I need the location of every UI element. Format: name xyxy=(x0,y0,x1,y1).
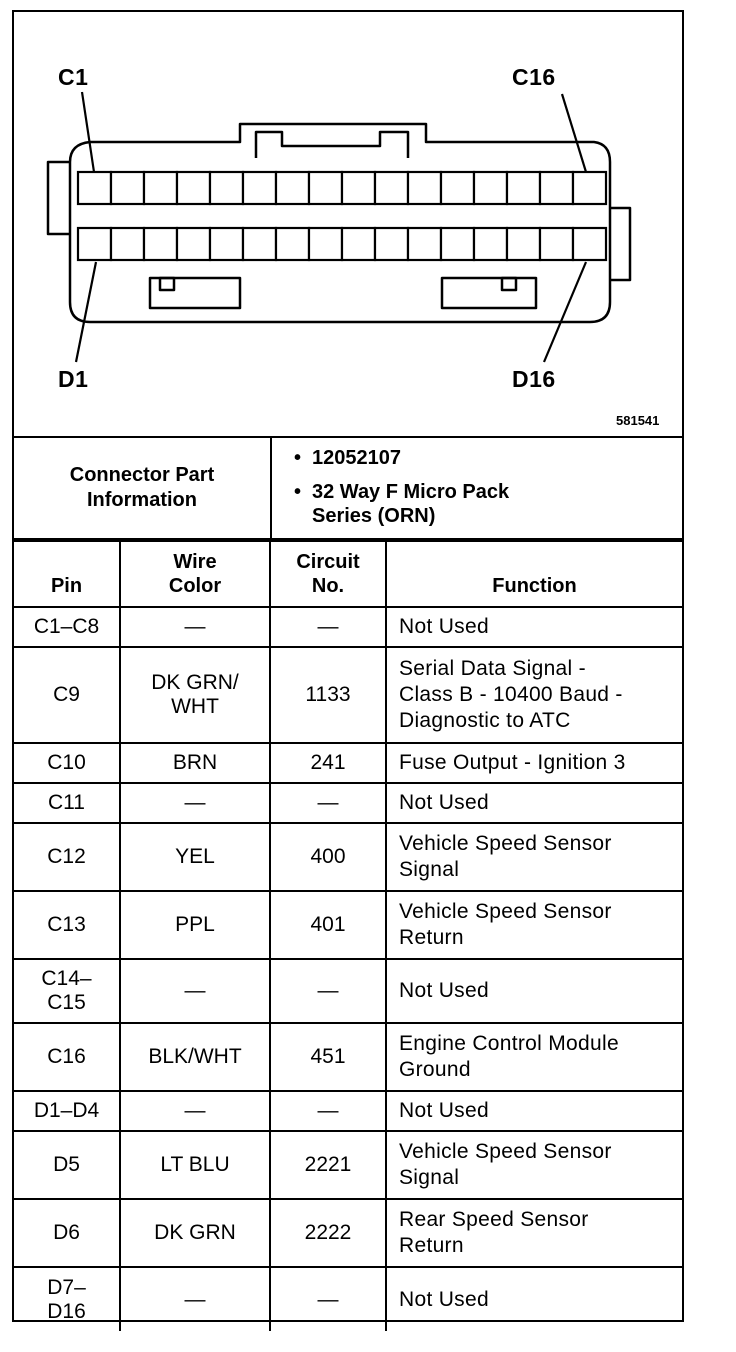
table-row xyxy=(14,1023,682,1091)
table-row xyxy=(14,783,682,823)
pin-cavity-d6 xyxy=(243,228,276,260)
pin-cell xyxy=(14,1199,120,1267)
connector-diagram xyxy=(14,12,682,438)
bottom-key-right xyxy=(442,278,536,308)
function-cell-line: Vehicle Speed Sensor xyxy=(399,900,612,923)
pin-cavity-c6 xyxy=(243,172,276,204)
wire-color-cell-line: LT BLU xyxy=(160,1153,230,1176)
table-row xyxy=(14,1091,682,1131)
part-number-item xyxy=(294,446,401,470)
function-cell-line: Class B - 10400 Baud - xyxy=(399,683,623,706)
pin-cell-line: C10 xyxy=(47,751,86,774)
function-cell-line: Not Used xyxy=(399,979,489,1002)
function-cell xyxy=(386,647,682,743)
pin-cell-line: C14– xyxy=(41,967,92,990)
pin-cavity-d2 xyxy=(111,228,144,260)
bullet-dot: • xyxy=(294,447,302,469)
connector-info-label xyxy=(14,438,272,538)
circuit-cell-line: 400 xyxy=(310,845,346,868)
wire-color-cell-line: BLK/WHT xyxy=(148,1045,242,1068)
wire-color-cell xyxy=(120,1131,270,1199)
pin-cavity-c1 xyxy=(78,172,111,204)
pin-cavity-d13 xyxy=(474,228,507,260)
pin-cell xyxy=(14,1267,120,1331)
pin-cell xyxy=(14,891,120,959)
connector-part-info xyxy=(14,438,682,540)
pin-cavity-d15 xyxy=(540,228,573,260)
function-cell-line: Not Used xyxy=(399,791,489,814)
circuit-cell-line: — xyxy=(317,791,339,814)
table-row xyxy=(14,823,682,891)
circuit-cell xyxy=(270,959,386,1023)
pin-cell-line: D7– xyxy=(47,1275,86,1299)
pin-cell xyxy=(14,743,120,783)
pin-cell-line: C12 xyxy=(47,845,86,868)
function-cell xyxy=(386,743,682,783)
wire-color-cell xyxy=(120,743,270,783)
function-cell xyxy=(386,1023,682,1091)
pin-cell-line: C13 xyxy=(47,913,86,936)
wire-color-cell-line: WHT xyxy=(171,695,219,718)
pin-cell xyxy=(14,1023,120,1091)
function-cell xyxy=(386,783,682,823)
description-line1: 32 Way F Micro Pack xyxy=(312,481,510,503)
header-function: Function xyxy=(386,541,682,607)
pin-cell-line: C1–C8 xyxy=(33,615,100,638)
left-side-tab xyxy=(48,162,70,234)
part-number: 12052107 xyxy=(312,447,401,469)
wire-color-cell-line: — xyxy=(184,979,206,1002)
pin-cell xyxy=(14,783,120,823)
connector-info-label-line2: Information xyxy=(87,489,197,511)
pin-cell-line: C11 xyxy=(48,791,85,814)
figure-id: 581541 xyxy=(616,413,660,428)
latch-notch xyxy=(256,132,408,158)
circuit-cell xyxy=(270,1267,386,1331)
pin-cavity-d8 xyxy=(309,228,342,260)
connector-sheet xyxy=(12,10,684,1322)
header-circuit-no: Circuit No. xyxy=(270,541,386,607)
pin-cell-line: C15 xyxy=(47,991,86,1014)
function-cell-line: Ground xyxy=(399,1058,471,1081)
function-cell xyxy=(386,1091,682,1131)
wire-color-cell-line: DK GRN xyxy=(154,1221,236,1244)
circuit-cell-line: 241 xyxy=(310,751,346,774)
function-cell xyxy=(386,1131,682,1199)
pin-cell xyxy=(14,647,120,743)
pin-cavity-c8 xyxy=(309,172,342,204)
circuit-cell xyxy=(270,1091,386,1131)
wire-color-cell xyxy=(120,959,270,1023)
circuit-cell xyxy=(270,1131,386,1199)
wire-color-cell xyxy=(120,891,270,959)
pin-cavity-c11 xyxy=(408,172,441,204)
function-cell-line: Return xyxy=(399,926,464,949)
leader-c16 xyxy=(562,94,586,172)
pin-cavity-d3 xyxy=(144,228,177,260)
pin-cell xyxy=(14,1091,120,1131)
wire-color-cell xyxy=(120,783,270,823)
table-row xyxy=(14,1267,682,1331)
circuit-cell-line: 2221 xyxy=(304,1153,352,1176)
function-cell xyxy=(386,1199,682,1267)
pin-cavity-d12 xyxy=(441,228,474,260)
pin-cavity-d1 xyxy=(78,228,111,260)
wire-color-cell-line: DK GRN/ xyxy=(151,671,239,694)
table-row xyxy=(14,959,682,1023)
bottom-key-right-slot xyxy=(502,278,516,290)
function-cell xyxy=(386,1267,682,1331)
label-c1: C1 xyxy=(58,64,89,90)
pin-cell-line: D5 xyxy=(53,1153,80,1176)
wire-color-cell xyxy=(120,607,270,647)
wire-color-cell xyxy=(120,823,270,891)
function-cell xyxy=(386,823,682,891)
circuit-cell xyxy=(270,607,386,647)
table-row xyxy=(14,743,682,783)
circuit-cell-line: — xyxy=(317,979,339,1002)
pin-cavity-c15 xyxy=(540,172,573,204)
description-line2: Series (ORN) xyxy=(312,505,436,527)
connector-info-values xyxy=(272,438,682,538)
wire-color-cell xyxy=(120,1091,270,1131)
table-row xyxy=(14,891,682,959)
pin-cavity-d7 xyxy=(276,228,309,260)
pin-cavity-c10 xyxy=(375,172,408,204)
function-cell-line: Vehicle Speed Sensor xyxy=(399,1140,612,1163)
circuit-cell-line: 2222 xyxy=(304,1221,352,1244)
header-pin: Pin xyxy=(14,541,120,607)
connector-drawing xyxy=(14,12,682,436)
header-wire-color: Wire Color xyxy=(120,541,270,607)
function-cell xyxy=(386,607,682,647)
circuit-cell-line: — xyxy=(317,1287,339,1311)
circuit-cell-line: 1133 xyxy=(305,683,351,706)
label-d16: D16 xyxy=(512,366,556,392)
circuit-cell xyxy=(270,743,386,783)
description-item xyxy=(294,480,510,528)
wire-color-cell-line: — xyxy=(184,791,206,814)
circuit-cell xyxy=(270,783,386,823)
circuit-cell xyxy=(270,1023,386,1091)
connector-info-label-line1: Connector Part xyxy=(69,464,215,486)
label-d1: D1 xyxy=(58,366,89,392)
function-cell-line: Signal xyxy=(399,858,460,881)
pin-cavity-d11 xyxy=(408,228,441,260)
function-cell-line: Not Used xyxy=(399,1287,489,1311)
table-row xyxy=(14,647,682,743)
wire-color-cell xyxy=(120,1199,270,1267)
function-cell-line: Serial Data Signal - xyxy=(399,657,586,680)
table-row xyxy=(14,1131,682,1199)
wire-color-cell-line: — xyxy=(184,615,206,638)
pin-cell-line: D16 xyxy=(47,1299,86,1323)
circuit-cell-line: — xyxy=(317,1099,339,1122)
pin-cell-line: D6 xyxy=(53,1221,80,1244)
pin-cell-line: D1–D4 xyxy=(33,1099,100,1122)
circuit-cell-line: 401 xyxy=(310,913,346,936)
label-c16: C16 xyxy=(512,64,556,90)
wire-color-cell-line: YEL xyxy=(175,845,215,868)
pin-cavity-d16 xyxy=(573,228,606,260)
pin-cavity-c3 xyxy=(144,172,177,204)
pin-cavity-d4 xyxy=(177,228,210,260)
pin-cavity-c7 xyxy=(276,172,309,204)
function-cell-line: Rear Speed Sensor xyxy=(399,1208,589,1231)
circuit-cell xyxy=(270,823,386,891)
pin-cavity-c16 xyxy=(573,172,606,204)
function-cell-line: Return xyxy=(399,1234,464,1257)
function-cell xyxy=(386,891,682,959)
table-row xyxy=(14,1199,682,1267)
pin-cell-line: C16 xyxy=(47,1045,86,1068)
pin-cell-line: C9 xyxy=(53,683,80,706)
wire-color-cell xyxy=(120,1023,270,1091)
leader-d16 xyxy=(544,262,586,362)
pin-cavity-c4 xyxy=(177,172,210,204)
pin-cavity-c12 xyxy=(441,172,474,204)
circuit-cell-line: 451 xyxy=(310,1045,346,1068)
bottom-key-left-slot xyxy=(160,278,174,290)
pin-cavity-c13 xyxy=(474,172,507,204)
bottom-key-left xyxy=(150,278,240,308)
circuit-cell xyxy=(270,891,386,959)
function-cell-line: Engine Control Module xyxy=(399,1032,619,1055)
pin-cavity-d5 xyxy=(210,228,243,260)
pin-cavity-d14 xyxy=(507,228,540,260)
function-cell-line: Not Used xyxy=(399,615,489,638)
wire-color-cell xyxy=(120,647,270,743)
pin-cavity-c14 xyxy=(507,172,540,204)
table-header-row xyxy=(14,541,682,607)
function-cell-line: Not Used xyxy=(399,1099,489,1122)
wire-color-cell xyxy=(120,1267,270,1331)
circuit-cell xyxy=(270,647,386,743)
pin-cavity-d10 xyxy=(375,228,408,260)
pin-cavity-c9 xyxy=(342,172,375,204)
pin-cell xyxy=(14,607,120,647)
pin-cell xyxy=(14,823,120,891)
circuit-cell xyxy=(270,1199,386,1267)
pin-cavity-c5 xyxy=(210,172,243,204)
circuit-cell-line: — xyxy=(317,615,339,638)
leader-d1 xyxy=(76,262,96,362)
right-side-tab xyxy=(610,208,630,280)
bullet-dot: • xyxy=(294,481,302,503)
function-cell-line: Signal xyxy=(399,1166,460,1189)
wire-color-cell-line: BRN xyxy=(172,751,218,774)
wire-color-cell-line: PPL xyxy=(175,913,215,936)
function-cell xyxy=(386,959,682,1023)
table-row xyxy=(14,607,682,647)
pinout-table xyxy=(14,540,682,1331)
pin-cavity-d9 xyxy=(342,228,375,260)
function-cell-line: Fuse Output - Ignition 3 xyxy=(399,751,626,774)
pin-cell xyxy=(14,1131,120,1199)
wire-color-cell-line: — xyxy=(184,1287,206,1311)
function-cell-line: Vehicle Speed Sensor xyxy=(399,832,612,855)
function-cell-line: Diagnostic to ATC xyxy=(399,709,571,732)
wire-color-cell-line: — xyxy=(184,1099,206,1122)
pin-cavity-c2 xyxy=(111,172,144,204)
pin-cell xyxy=(14,959,120,1023)
leader-c1 xyxy=(82,92,94,172)
